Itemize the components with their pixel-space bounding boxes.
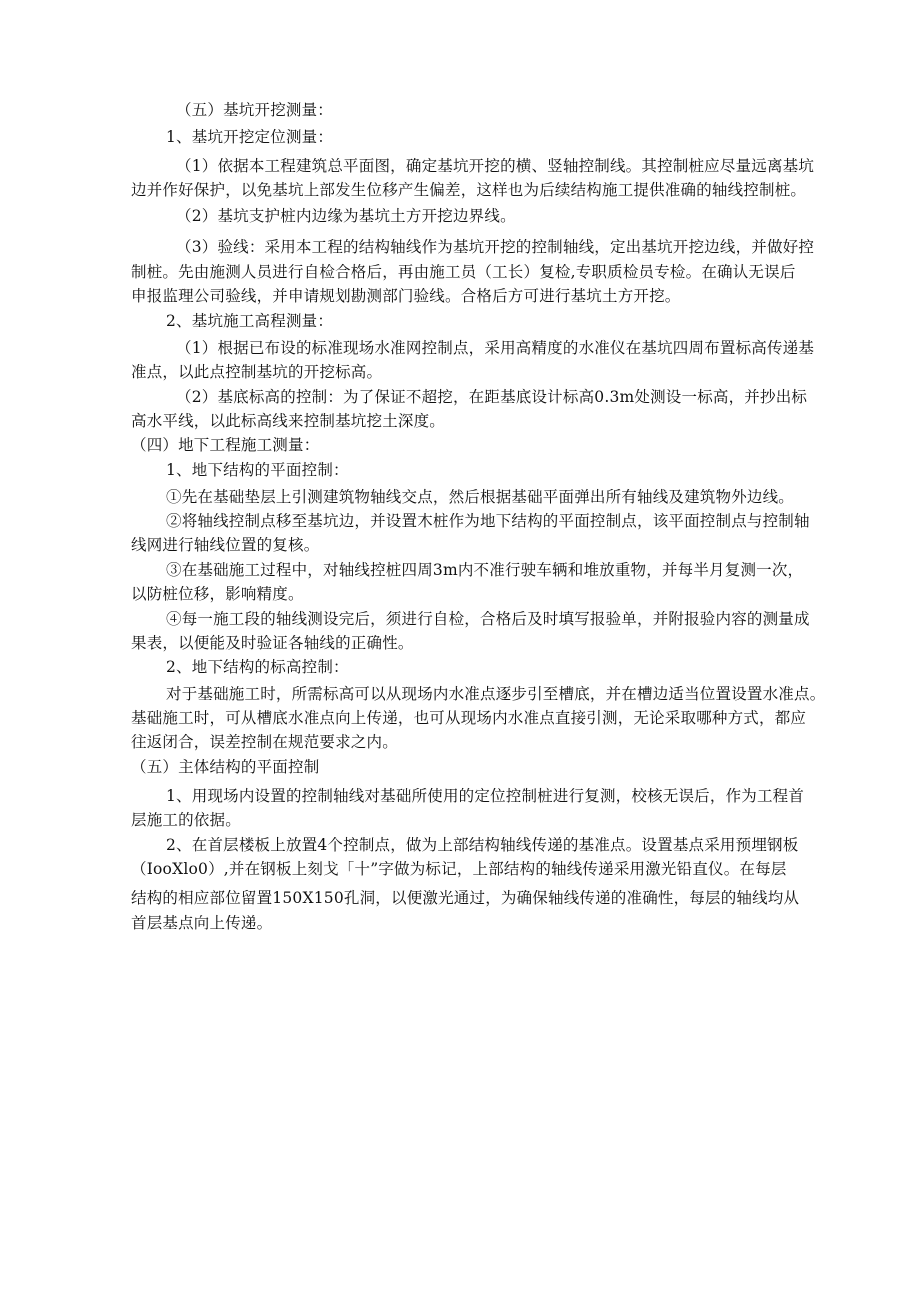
paragraph-line: ③在基础施工过程中，对轴线控桩四周3m内不准行驶车辆和堆放重物，并每半月复测一次， (166, 561, 804, 579)
paragraph-line: （2）基坑支护桩内边缘为基坑土方开挖边界线。 (176, 207, 516, 225)
paragraph-line: 基础施工时，可从槽底水准点向上传递，也可从现场内水准点直接引测，无论采取哪种方式，都应 (131, 709, 807, 727)
paragraph-line: ②将轴线控制点移至基坑边，并设置木桩作为地下结构的平面控制点，该平面控制点与控制轴 (166, 512, 810, 530)
paragraph-line: 结构的相应部位留置150X150孔洞，以便激光通过，为确保轴线传递的准确性，每层的轴线均从 (131, 889, 800, 907)
paragraph-line: 往返闭合，误差控制在规范要求之内。 (131, 733, 398, 751)
subheading-underground-elevation-control: 2、地下结构的标高控制： (166, 658, 349, 676)
paragraph-line: 准点，以此点控制基坑的开挖标高。 (131, 363, 383, 381)
paragraph-line: ④每一施工段的轴线测设完后，须进行自检，合格后及时填写报验单，并附报验内容的测量成 (166, 610, 810, 628)
heading-underground-works-survey: （四）地下工程施工测量： (131, 436, 320, 454)
paragraph-line: 边并作好保护，以免基坑上部发生位移产生偏差，这样也为后续结构施工提供准确的轴线控制桩。 (131, 181, 807, 199)
paragraph-line: 申报监理公司验线，并申请规划勘测部门验线。合格后方可进行基坑土方开挖。 (131, 287, 681, 305)
paragraph-line: ①先在基础垫层上引测建筑物轴线交点，然后根据基础平面弹出所有轴线及建筑物外边线。 (166, 488, 795, 506)
paragraph-line: （1）依据本工程建筑总平面图，确定基坑开挖的横、竖轴控制线。其控制桩应尽量远离基坑 (176, 157, 815, 175)
paragraph-line: （IooXlo0）,并在钢板上刻戈「十”字做为标记，上部结构的轴线传递采用激光铅直仪。在每层 (131, 860, 787, 878)
paragraph-line: 首层基点向上传递。 (131, 914, 273, 932)
paragraph-line: 高水平线，以此标高线来控制基坑挖土深度。 (131, 412, 446, 430)
subheading-pit-elevation-survey: 2、基坑施工高程测量： (166, 312, 334, 330)
heading-foundation-pit-excavation-survey: （五）基坑开挖测量： (176, 101, 334, 119)
paragraph-line: 以防桩位移，影响精度。 (131, 585, 304, 603)
subheading-underground-plane-control: 1、地下结构的平面控制： (166, 461, 349, 479)
paragraph-line: 2、在首层楼板上放置4个控制点，做为上部结构轴线传递的基准点。设置基点采用预埋钢板 (166, 836, 799, 854)
paragraph-line: （3）验线：采用本工程的结构轴线作为基坑开挖的控制轴线，定出基坑开挖边线，并做好控 (176, 238, 815, 256)
paragraph-line: （1）根据已布设的标准现场水准网控制点，采用高精度的水准仪在基坑四周布置标高传递基 (176, 339, 815, 357)
paragraph-line: 对于基础施工时，所需标高可以从现场内水准点逐步引至槽底，并在槽边适当位置设置水准点。 (166, 685, 826, 703)
paragraph-line: 制桩。先由施测人员进行自检合格后，再由施工员（工长）复检,专职质检员专检。在确认无误后 (131, 263, 796, 281)
paragraph-line: 层施工的依据。 (131, 811, 241, 829)
paragraph-line: （2）基底标高的控制：为了保证不超挖，在距基底设计标高0.3m处测设一标高，并抄出标 (176, 388, 808, 406)
paragraph-line: 果表，以便能及时验证各轴线的正确性。 (131, 634, 414, 652)
heading-main-structure-plane-control: （五）主体结构的平面控制 (131, 758, 320, 776)
paragraph-line: 线网进行轴线位置的复核。 (131, 536, 320, 554)
paragraph-line: 1、用现场内设置的控制轴线对基础所使用的定位控制桩进行复测，校核无误后，作为工程首 (166, 787, 805, 805)
subheading-pit-excavation-positioning: 1、基坑开挖定位测量： (166, 128, 334, 146)
